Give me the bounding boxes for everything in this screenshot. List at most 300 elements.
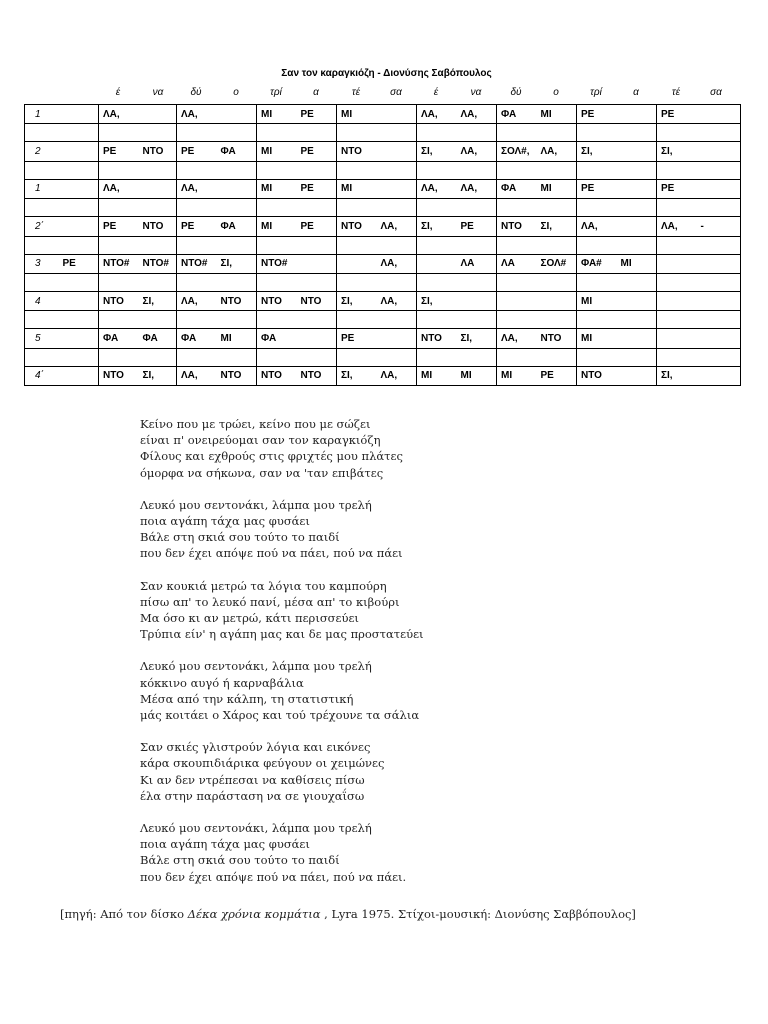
chord-cell: ΡΕ <box>99 217 139 236</box>
chord-cell: ΜΙ <box>257 142 297 161</box>
empty-cell <box>139 273 177 291</box>
chord-cell <box>377 179 417 198</box>
syllable-label: δύ <box>190 87 202 98</box>
chord-cell <box>537 291 577 310</box>
row-number: 3 <box>25 254 59 273</box>
empty-cell <box>177 199 217 217</box>
empty-cell <box>25 236 59 254</box>
syllable-label: έ <box>433 87 439 98</box>
chord-cell: ΛΑ, <box>377 217 417 236</box>
spacer-row <box>25 273 741 291</box>
empty-cell <box>697 311 741 329</box>
empty-cell <box>337 124 377 142</box>
empty-cell <box>537 199 577 217</box>
empty-cell <box>657 273 697 291</box>
lyric-line: Λευκό μου σεντονάκι, λάμπα μου τρελή <box>140 497 372 512</box>
lyric-line: Μα όσο κι αν μετρώ, κάτι περισσεύει <box>140 611 359 626</box>
chord-cell: ΝΤΟ <box>139 142 177 161</box>
empty-cell <box>59 161 99 179</box>
chord-cell: ΝΤΟ# <box>257 254 297 273</box>
chord-cell: ΛΑ, <box>497 329 537 348</box>
empty-cell <box>377 236 417 254</box>
chord-cell: ΡΕ <box>457 217 497 236</box>
chord-cell: ΡΕ <box>577 105 617 124</box>
empty-cell <box>577 161 617 179</box>
lyric-line: μάς κοιτάει ο Χάρος και τού τρέχουνε τα σάλια <box>140 708 420 723</box>
chord-cell <box>697 105 741 124</box>
empty-cell <box>537 236 577 254</box>
syllable-label: τέ <box>671 87 681 98</box>
chord-cell: ΝΤΟ <box>577 366 617 385</box>
empty-cell <box>217 273 257 291</box>
chord-cell <box>297 254 337 273</box>
empty-cell <box>297 311 337 329</box>
empty-cell <box>617 236 657 254</box>
empty-cell <box>25 273 59 291</box>
chord-cell: ΛΑ, <box>417 105 457 124</box>
chord-cell: ΝΤΟ <box>337 217 377 236</box>
syllable-label: τρί <box>270 87 282 98</box>
lyric-line: είναι π' ονειρεύομαι σαν τον καραγκιόζη <box>140 433 381 448</box>
chord-cell: ΦΑ <box>257 329 297 348</box>
table-row <box>25 179 741 198</box>
empty-cell <box>657 124 697 142</box>
empty-cell <box>537 311 577 329</box>
empty-cell <box>417 311 457 329</box>
chord-cell <box>377 105 417 124</box>
chord-cell <box>217 179 257 198</box>
empty-cell <box>297 236 337 254</box>
chord-cell: ΣΟΛ# <box>537 254 577 273</box>
empty-cell <box>577 124 617 142</box>
chord-cell <box>697 179 741 198</box>
chord-cell: ΝΤΟ# <box>177 254 217 273</box>
chord-cell: ΦΑ <box>217 217 257 236</box>
empty-cell <box>337 311 377 329</box>
chord-cell <box>59 329 99 348</box>
lyric-line: Λευκό μου σεντονάκι, λάμπα μου τρελή <box>140 821 372 836</box>
chord-cell: ΡΕ <box>177 142 217 161</box>
song-title: Σαν τον καραγκιόζη - Διονύσης Σαβόπουλος <box>281 68 492 79</box>
empty-cell <box>25 161 59 179</box>
chord-cell: - <box>697 217 741 236</box>
empty-cell <box>417 161 457 179</box>
syllable-label: τρί <box>590 87 602 98</box>
table-row <box>25 142 741 161</box>
album-title: Δέκα χρόνια κομμάτια <box>187 907 321 921</box>
chord-cell: ΛΑ, <box>377 366 417 385</box>
chord-cell <box>657 329 697 348</box>
lyrics-block <box>140 416 560 901</box>
chord-cell: ΡΕ <box>337 329 377 348</box>
syllable-label: έ <box>115 87 121 98</box>
empty-cell <box>25 311 59 329</box>
chord-cell <box>657 254 697 273</box>
empty-cell <box>457 236 497 254</box>
chord-cell: ΣΙ, <box>217 254 257 273</box>
syllable-label: ο <box>233 87 239 98</box>
empty-cell <box>577 236 617 254</box>
empty-cell <box>217 124 257 142</box>
empty-cell <box>59 273 99 291</box>
chord-cell: ΝΤΟ <box>257 366 297 385</box>
empty-cell <box>457 311 497 329</box>
chord-cell <box>139 105 177 124</box>
chord-cell: ΛΑ, <box>99 105 139 124</box>
lyric-line: Σαν σκιές γλιστρούν λόγια και εικόνες <box>140 740 371 755</box>
empty-cell <box>657 348 697 366</box>
chord-cell: ΜΙ <box>577 291 617 310</box>
chord-cell: ΛΑ, <box>457 105 497 124</box>
empty-cell <box>177 161 217 179</box>
empty-cell <box>217 236 257 254</box>
row-number: 4΄ <box>25 366 59 385</box>
row-number: 5 <box>25 329 59 348</box>
lyric-line: ποια αγάπη τάχα μας φυσάει <box>140 514 310 529</box>
empty-cell <box>657 236 697 254</box>
empty-cell <box>257 311 297 329</box>
chord-cell: ΝΤΟ <box>417 329 457 348</box>
empty-cell <box>177 348 217 366</box>
empty-cell <box>697 236 741 254</box>
empty-cell <box>99 311 139 329</box>
empty-cell <box>377 348 417 366</box>
spacer-row <box>25 348 741 366</box>
chord-cell <box>617 142 657 161</box>
empty-cell <box>99 348 139 366</box>
empty-cell <box>177 236 217 254</box>
chord-cell: ΦΑ <box>217 142 257 161</box>
empty-cell <box>377 199 417 217</box>
chord-cell: ΛΑ, <box>537 142 577 161</box>
empty-cell <box>337 348 377 366</box>
empty-cell <box>497 161 537 179</box>
syllable-label: τέ <box>351 87 361 98</box>
lyric-line: Σαν κουκιά μετρώ τα λόγια του καμπούρη <box>140 578 387 593</box>
chord-cell <box>617 329 657 348</box>
empty-cell <box>139 236 177 254</box>
empty-cell <box>139 124 177 142</box>
syllable-label: ο <box>553 87 559 98</box>
spacer-row <box>25 199 741 217</box>
empty-cell <box>617 124 657 142</box>
lyric-line: Φίλους και εχθρούς στις φριχτές μου πλάτες <box>140 449 403 464</box>
chord-cell <box>417 254 457 273</box>
empty-cell <box>697 199 741 217</box>
chord-cell: ΜΙ <box>537 105 577 124</box>
chord-cell: ΝΤΟ <box>217 366 257 385</box>
lyric-line: που δεν έχει απόψε πού να πάει, πού να πάει <box>140 546 403 561</box>
chord-cell <box>377 329 417 348</box>
chord-cell: ΡΕ <box>657 179 697 198</box>
chord-cell: ΜΙ <box>417 366 457 385</box>
chord-cell: ΜΙ <box>257 105 297 124</box>
chord-cell: ΣΙ, <box>417 291 457 310</box>
empty-cell <box>337 161 377 179</box>
spacer-row <box>25 311 741 329</box>
empty-cell <box>457 161 497 179</box>
row-number: 1 <box>25 179 59 198</box>
empty-cell <box>377 311 417 329</box>
chord-cell: ΡΕ <box>297 142 337 161</box>
empty-cell <box>139 348 177 366</box>
chord-cell <box>697 291 741 310</box>
lyric-line: Κι αν δεν ντρέπεσαι να καθίσεις πίσω <box>140 772 365 787</box>
syllable-label: να <box>152 87 164 98</box>
source-suffix: , Lyra 1975. Στίχοι-μουσική: Διονύσης Σαββόπουλος] <box>320 907 636 921</box>
lyric-line: Λευκό μου σεντονάκι, λάμπα μου τρελή <box>140 659 372 674</box>
chord-cell <box>497 291 537 310</box>
table-row <box>25 291 741 310</box>
empty-cell <box>59 348 99 366</box>
empty-cell <box>497 236 537 254</box>
lyric-line: Βάλε στη σκιά σου τούτο το παιδί <box>140 530 340 545</box>
chord-cell: ΝΤΟ <box>99 291 139 310</box>
empty-cell <box>497 199 537 217</box>
row-number: 4 <box>25 291 59 310</box>
lyric-line: πίσω απ' το λευκό πανί, μέσα απ' το κιβούρι <box>140 594 400 609</box>
chord-cell <box>59 366 99 385</box>
empty-cell <box>457 273 497 291</box>
lyric-line: ποια αγάπη τάχα μας φυσάει <box>140 837 310 852</box>
chord-cell <box>617 179 657 198</box>
chord-cell: ΣΙ, <box>139 366 177 385</box>
lyric-line: Βάλε στη σκιά σου τούτο το παιδί <box>140 853 340 868</box>
empty-cell <box>377 124 417 142</box>
chord-cell: ΛΑ, <box>177 179 217 198</box>
chord-cell: ΝΤΟ <box>99 366 139 385</box>
chord-cell: ΛΑ, <box>377 291 417 310</box>
chord-cell: ΜΙ <box>537 179 577 198</box>
lyric-line: έλα στην παράσταση να σε γιουχαΐσω <box>140 788 365 803</box>
empty-cell <box>99 273 139 291</box>
empty-cell <box>497 273 537 291</box>
empty-cell <box>657 311 697 329</box>
empty-cell <box>697 124 741 142</box>
empty-cell <box>617 273 657 291</box>
empty-cell <box>497 311 537 329</box>
empty-cell <box>59 199 99 217</box>
chord-cell: ΦΑ <box>139 329 177 348</box>
empty-cell <box>577 348 617 366</box>
chord-cell <box>139 179 177 198</box>
chord-cell <box>657 291 697 310</box>
empty-cell <box>177 311 217 329</box>
empty-cell <box>139 199 177 217</box>
row-number: 2 <box>25 142 59 161</box>
lyric-line: Μέσα από την κάλπη, τη στατιστική <box>140 691 354 706</box>
empty-cell <box>337 236 377 254</box>
chord-cell: ΡΕ <box>577 179 617 198</box>
empty-cell <box>217 161 257 179</box>
chord-cell: ΝΤΟ <box>297 291 337 310</box>
empty-cell <box>139 161 177 179</box>
empty-cell <box>99 199 139 217</box>
chord-cell <box>297 329 337 348</box>
chord-cell: ΛΑ, <box>457 142 497 161</box>
chord-cell <box>217 105 257 124</box>
row-number: 1 <box>25 105 59 124</box>
empty-cell <box>25 348 59 366</box>
chord-cell: ΡΕ <box>657 105 697 124</box>
empty-cell <box>217 311 257 329</box>
chord-cell <box>457 291 497 310</box>
chord-cell: ΣΙ, <box>457 329 497 348</box>
empty-cell <box>297 348 337 366</box>
chord-table <box>24 104 741 386</box>
chord-cell: ΡΕ <box>297 105 337 124</box>
chord-cell: ΛΑ, <box>177 105 217 124</box>
table-row <box>25 254 741 273</box>
empty-cell <box>59 236 99 254</box>
chord-cell: ΣΙ, <box>537 217 577 236</box>
empty-cell <box>257 348 297 366</box>
chord-cell: ΡΕ <box>297 217 337 236</box>
chord-cell: ΛΑ, <box>377 254 417 273</box>
chord-cell <box>59 105 99 124</box>
empty-cell <box>417 348 457 366</box>
empty-cell <box>99 236 139 254</box>
source-prefix: [πηγή: Από τον δίσκο <box>60 907 188 921</box>
chord-cell: ΛΑ, <box>177 291 217 310</box>
chord-cell: ΝΤΟ <box>337 142 377 161</box>
empty-cell <box>617 348 657 366</box>
empty-cell <box>337 273 377 291</box>
chord-cell: ΡΕ <box>177 217 217 236</box>
empty-cell <box>617 199 657 217</box>
lyric-line: κόκκινο αυγό ή καρναβάλια <box>140 675 304 690</box>
empty-cell <box>457 124 497 142</box>
chord-cell: ΦΑ <box>99 329 139 348</box>
chord-cell: ΣΙ, <box>337 366 377 385</box>
chord-cell: ΛΑ, <box>457 179 497 198</box>
chord-cell: ΡΕ <box>297 179 337 198</box>
empty-cell <box>257 161 297 179</box>
empty-cell <box>417 124 457 142</box>
empty-cell <box>297 199 337 217</box>
lyric-line: που δεν έχει απόψε πού να πάει, πού να πάει. <box>140 869 407 884</box>
empty-cell <box>497 348 537 366</box>
chord-cell: ΝΤΟ <box>297 366 337 385</box>
lyrics-stanza <box>140 497 560 562</box>
empty-cell <box>25 199 59 217</box>
chord-cell: ΡΕ <box>59 254 99 273</box>
empty-cell <box>697 273 741 291</box>
empty-cell <box>537 124 577 142</box>
empty-cell <box>139 311 177 329</box>
empty-cell <box>577 199 617 217</box>
syllable-label: σα <box>710 87 722 98</box>
chord-cell: ΦΑ <box>177 329 217 348</box>
chord-cell <box>697 329 741 348</box>
chord-cell: ΛΑ <box>497 254 537 273</box>
chord-cell: ΛΑ, <box>177 366 217 385</box>
table-row <box>25 105 741 124</box>
empty-cell <box>657 161 697 179</box>
chord-cell: ΜΙ <box>617 254 657 273</box>
chord-cell: ΜΙ <box>217 329 257 348</box>
chord-cell: ΜΙ <box>257 217 297 236</box>
table-row <box>25 217 741 236</box>
chord-cell <box>697 142 741 161</box>
lyrics-stanza <box>140 578 560 643</box>
empty-cell <box>337 199 377 217</box>
chord-cell: ΡΕ <box>99 142 139 161</box>
chord-cell <box>617 217 657 236</box>
empty-cell <box>577 273 617 291</box>
empty-cell <box>99 124 139 142</box>
empty-cell <box>297 161 337 179</box>
chord-cell <box>59 179 99 198</box>
chord-cell: ΝΤΟ# <box>139 254 177 273</box>
chord-cell: ΜΙ <box>257 179 297 198</box>
chord-cell: ΦΑ# <box>577 254 617 273</box>
empty-cell <box>457 348 497 366</box>
empty-cell <box>417 199 457 217</box>
chord-cell: ΛΑ, <box>577 217 617 236</box>
lyric-line: κάρα σκουπιδιάρικα φεύγουν οι χειμώνες <box>140 756 385 771</box>
chord-cell: ΝΤΟ# <box>99 254 139 273</box>
chord-cell: ΦΑ <box>497 179 537 198</box>
empty-cell <box>59 124 99 142</box>
empty-cell <box>177 273 217 291</box>
empty-cell <box>257 236 297 254</box>
empty-cell <box>457 199 497 217</box>
empty-cell <box>297 124 337 142</box>
syllable-label: σα <box>390 87 402 98</box>
chord-cell <box>59 217 99 236</box>
chord-cell: ΜΙ <box>337 105 377 124</box>
syllable-label: α <box>313 87 319 98</box>
spacer-row <box>25 124 741 142</box>
lyric-line: Κείνο που με τρώει, κείνο που με σώζει <box>140 417 371 431</box>
chord-cell <box>697 366 741 385</box>
chord-cell: ΜΙ <box>577 329 617 348</box>
empty-cell <box>217 348 257 366</box>
empty-cell <box>497 124 537 142</box>
spacer-row <box>25 236 741 254</box>
lyrics-stanza <box>140 658 560 723</box>
chord-cell <box>337 254 377 273</box>
empty-cell <box>417 236 457 254</box>
chord-cell: ΣΙ, <box>657 142 697 161</box>
empty-cell <box>617 311 657 329</box>
empty-cell <box>537 348 577 366</box>
chord-cell: ΣΙ, <box>417 142 457 161</box>
syllable-label: α <box>633 87 639 98</box>
empty-cell <box>697 348 741 366</box>
table-row <box>25 366 741 385</box>
chord-cell <box>617 366 657 385</box>
syllable-label: δύ <box>510 87 522 98</box>
syllable-label: να <box>470 87 482 98</box>
empty-cell <box>257 124 297 142</box>
chord-cell: ΝΤΟ <box>257 291 297 310</box>
chord-cell: ΣΙ, <box>657 366 697 385</box>
empty-cell <box>99 161 139 179</box>
empty-cell <box>59 311 99 329</box>
chord-cell <box>377 142 417 161</box>
lyric-line: Τρύπια είν' η αγάπη μας και δε μας προστατεύει <box>140 627 424 642</box>
source-note <box>60 907 740 921</box>
empty-cell <box>537 161 577 179</box>
lyrics-stanza <box>140 739 560 804</box>
chord-cell: ΣΙ, <box>337 291 377 310</box>
chord-cell: ΜΙ <box>497 366 537 385</box>
chord-cell: ΜΙ <box>457 366 497 385</box>
empty-cell <box>217 199 257 217</box>
row-number: 2΄ <box>25 217 59 236</box>
